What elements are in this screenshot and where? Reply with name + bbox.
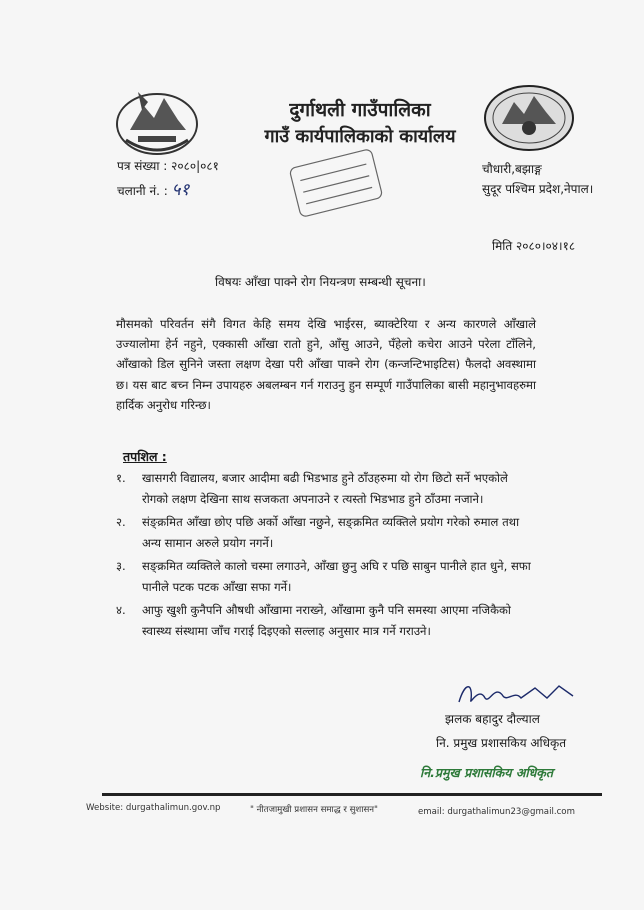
- list-item: [116, 600, 536, 641]
- office-stamp: [286, 148, 386, 218]
- list-item-text: खासगरी विद्यालय, बजार आदीमा बढी भिडभाड हुने ठाँउहरुमा यो रोग छिटो सर्ने भएकोले रोगको लक्षण देखिना साथ सजकता अपनाउने र त्यस्तो भिडभाड हुने ठाँउमा नजाने।: [142, 471, 508, 506]
- letter-date: मिति २०८०।०४।१८: [492, 239, 576, 253]
- designation-stamp: नि.प्रमुख प्रशासकिय अधिकृत: [420, 765, 554, 780]
- footer-divider: [102, 793, 602, 796]
- municipality-seal-logo: [482, 84, 576, 152]
- list-item-text: सङ्क्रमित व्यक्तिले कालो चस्मा लगाउने, आँखा छुनु अघि र पछि साबुन पानीले हात धुने, सफा पानीले पटक पटक आँखा सफा गर्ने।: [142, 559, 531, 594]
- details-heading: तपशिल :: [123, 449, 167, 464]
- dispatch-label: चलानी नं. :: [117, 184, 168, 198]
- list-item-number: २.: [116, 515, 126, 529]
- nepal-emblem-logo: [108, 80, 206, 158]
- list-item: [116, 556, 536, 597]
- office-name: दुर्गाथली गाउँपालिका: [289, 99, 431, 121]
- intro-paragraph: मौसमको परिवर्तन संगै विगत केहि समय देखि भाईरस, ब्याक्टेरिया र अन्य कारणले आँखाले उज्यालोमा हेर्न नहुने, एक्कासी आँखा रातो हुने, आँसु आउने, पँहेलो कचेरा आउने परेला टाँलिने, आँखाको डिल सुनिने जस्ता लक्षण देखा परी आँखा पाक्ने रोग (कन्जन्टिभाइटिस) फैलदो अवस्थामा छ। यस बाट बच्न निम्न उपायहरु अबलम्बन गर्न गराउनु हुन सम्पूर्ण गाउँपालिका बासी महानुभावहरुमा हार्दिक अनुरोध गरिन्छ।: [116, 317, 536, 412]
- dispatch-value: ५१: [171, 180, 190, 200]
- list-item-text: आफु खुशी कुनैपनि औषधी आँखामा नराख्ने, आँखामा कुनै पनि समस्या आएमा नजिकैको स्वास्थ्य संस्थामा जाँच गराई दिइएको सल्लाह अनुसार मात्र गर्ने गराउने।: [142, 603, 511, 638]
- address-line-2: सुदूर पश्चिम प्रदेश,नेपाल।: [482, 182, 594, 196]
- address-line-1: चौधारी,बझाङ्ग: [482, 162, 542, 176]
- signer-name: झलक बहादुर दौल्याल: [445, 712, 540, 726]
- list-item: [116, 468, 536, 509]
- footer-website: Website: durgathalimun.gov.np: [86, 803, 221, 813]
- signer-designation: नि. प्रमुख प्रशासकिय अधिकृत: [436, 736, 567, 750]
- details-list: [116, 468, 536, 644]
- handwritten-signature: [455, 676, 585, 710]
- list-item-number: १.: [116, 471, 126, 485]
- list-item-number: ३.: [116, 559, 126, 573]
- footer-email: email: durgathalimun23@gmail.com: [418, 807, 575, 817]
- dispatch-number: [117, 177, 189, 200]
- letter-subject: विषयः आँखा पाक्ने रोग नियन्त्रण सम्बन्धी सूचना।: [215, 275, 426, 289]
- office-subtitle: गाउँ कार्यपालिकाको कार्यालय: [264, 126, 456, 147]
- list-item: [116, 512, 536, 553]
- list-item-text: संङ्क्रमित आँखा छोए पछि अर्को आँखा नछुने, सङ्क्रमित व्यक्तिले प्रयोग गरेको रुमाल तथा अन्य सामान अरुले प्रयोग नगर्ने।: [142, 515, 520, 550]
- footer-motto: " नीतजामुखी प्रशासन समाद्ध र सुशासन": [250, 805, 379, 815]
- reference-number: पत्र संख्या : २०८०|०८१: [117, 159, 219, 173]
- list-item-number: ४.: [116, 603, 126, 617]
